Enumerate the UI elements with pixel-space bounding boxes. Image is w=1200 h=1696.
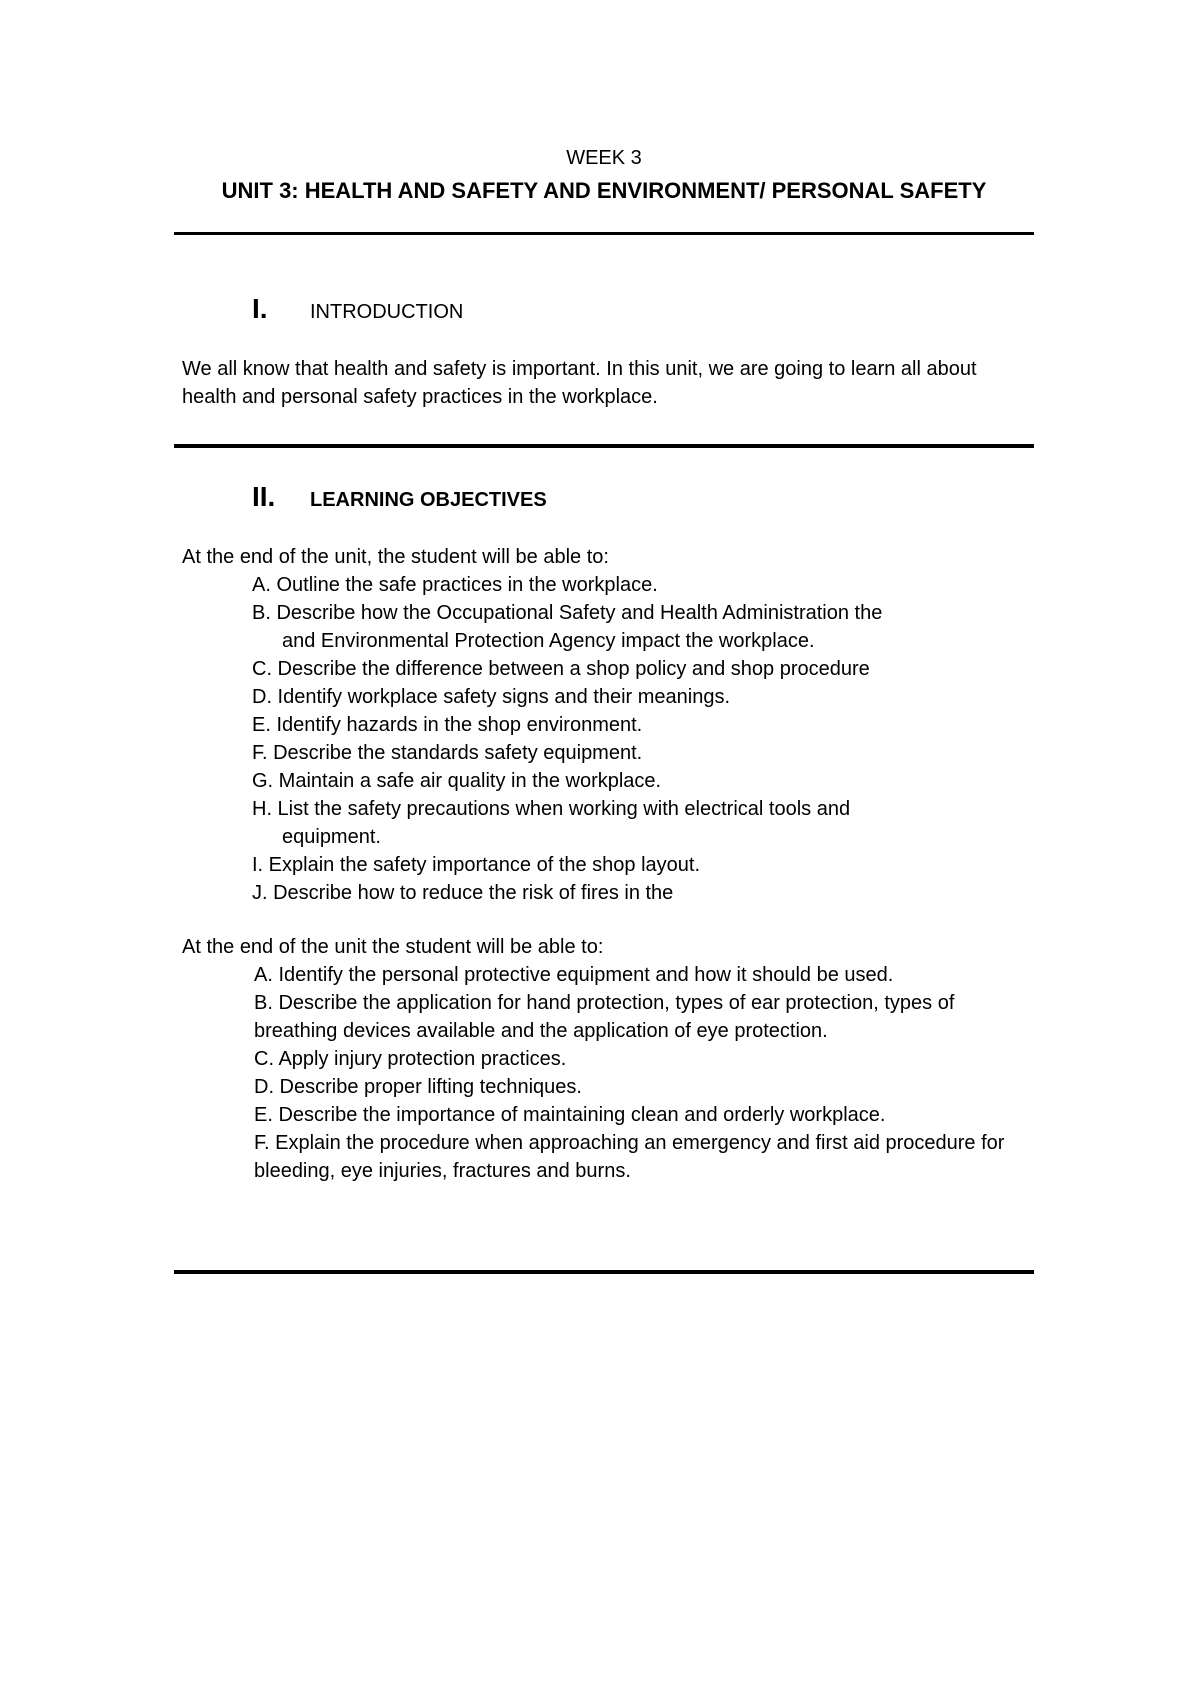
list-item-text: G. Maintain a safe air quality in the workplace. [252, 770, 662, 792]
list-item-text: A. Outline the safe practices in the workplace. [252, 574, 658, 596]
objectives-list-1 [0, 571, 1032, 907]
list-item-text: C. Describe the difference between a shop policy and shop procedure [252, 658, 870, 680]
objectives-heading [252, 481, 547, 513]
list-item-continuation: and Environmental Protection Agency impact the workplace. [282, 630, 815, 652]
bottom-divider [174, 1270, 1034, 1274]
list-item: A. Identify the personal protective equipment and how it should be used. [254, 964, 894, 986]
section-divider [174, 444, 1034, 448]
list-item [0, 739, 1032, 767]
list-item: F. Explain the procedure when approaching an emergency and first aid procedure for bleeding, eye injuries, fractures and burns. [254, 1132, 1005, 1182]
list-item [0, 655, 1032, 683]
introduction-heading-label: INTRODUCTION [310, 301, 464, 323]
introduction-text: We all know that health and safety is important. In this unit, we are going to learn all about health and personal safety practices in the workplace. [182, 358, 977, 408]
objectives-numeral: II. [252, 481, 276, 512]
list-item [0, 599, 1032, 655]
introduction-heading [252, 293, 463, 325]
introduction-numeral: I. [252, 293, 268, 324]
title-divider [174, 232, 1034, 235]
week-label: WEEK 3 [566, 147, 642, 169]
list-item: B. Describe the application for hand protection, types of ear protection, types of breathing devices available and the application of eye protection. [254, 992, 955, 1042]
list-item-text: B. Describe how the Occupational Safety and Health Administration the [252, 602, 883, 624]
list-item-text: J. Describe how to reduce the risk of fires in the [252, 882, 674, 904]
list-item-text: E. Identify hazards in the shop environment. [252, 714, 643, 736]
list-item [0, 711, 1032, 739]
list-item-continuation: equipment. [282, 826, 381, 848]
list-item [0, 851, 1032, 879]
list-item: E. Describe the importance of maintaining clean and orderly workplace. [254, 1104, 886, 1126]
objectives-heading-label: LEARNING OBJECTIVES [310, 489, 547, 511]
list-item-text: I. Explain the safety importance of the shop layout. [252, 854, 701, 876]
list-item-text: H. List the safety precautions when working with electrical tools and [252, 798, 851, 820]
list-item [0, 879, 1032, 907]
objectives-intro-2: At the end of the unit the student will be able to: [182, 936, 604, 958]
list-item [0, 795, 1032, 851]
list-item: C. Apply injury protection practices. [254, 1048, 567, 1070]
list-item: D. Describe proper lifting techniques. [254, 1076, 582, 1098]
list-item [0, 683, 1032, 711]
list-item-text: D. Identify workplace safety signs and their meanings. [252, 686, 731, 708]
list-item [0, 767, 1032, 795]
objectives-intro-1: At the end of the unit, the student will be able to: [182, 546, 609, 568]
unit-title: UNIT 3: HEALTH AND SAFETY AND ENVIRONMENT/ PERSONAL SAFETY [221, 178, 987, 203]
objectives-list-2 [254, 961, 1034, 1185]
list-item-text: F. Describe the standards safety equipment. [252, 742, 643, 764]
list-item [0, 571, 1032, 599]
